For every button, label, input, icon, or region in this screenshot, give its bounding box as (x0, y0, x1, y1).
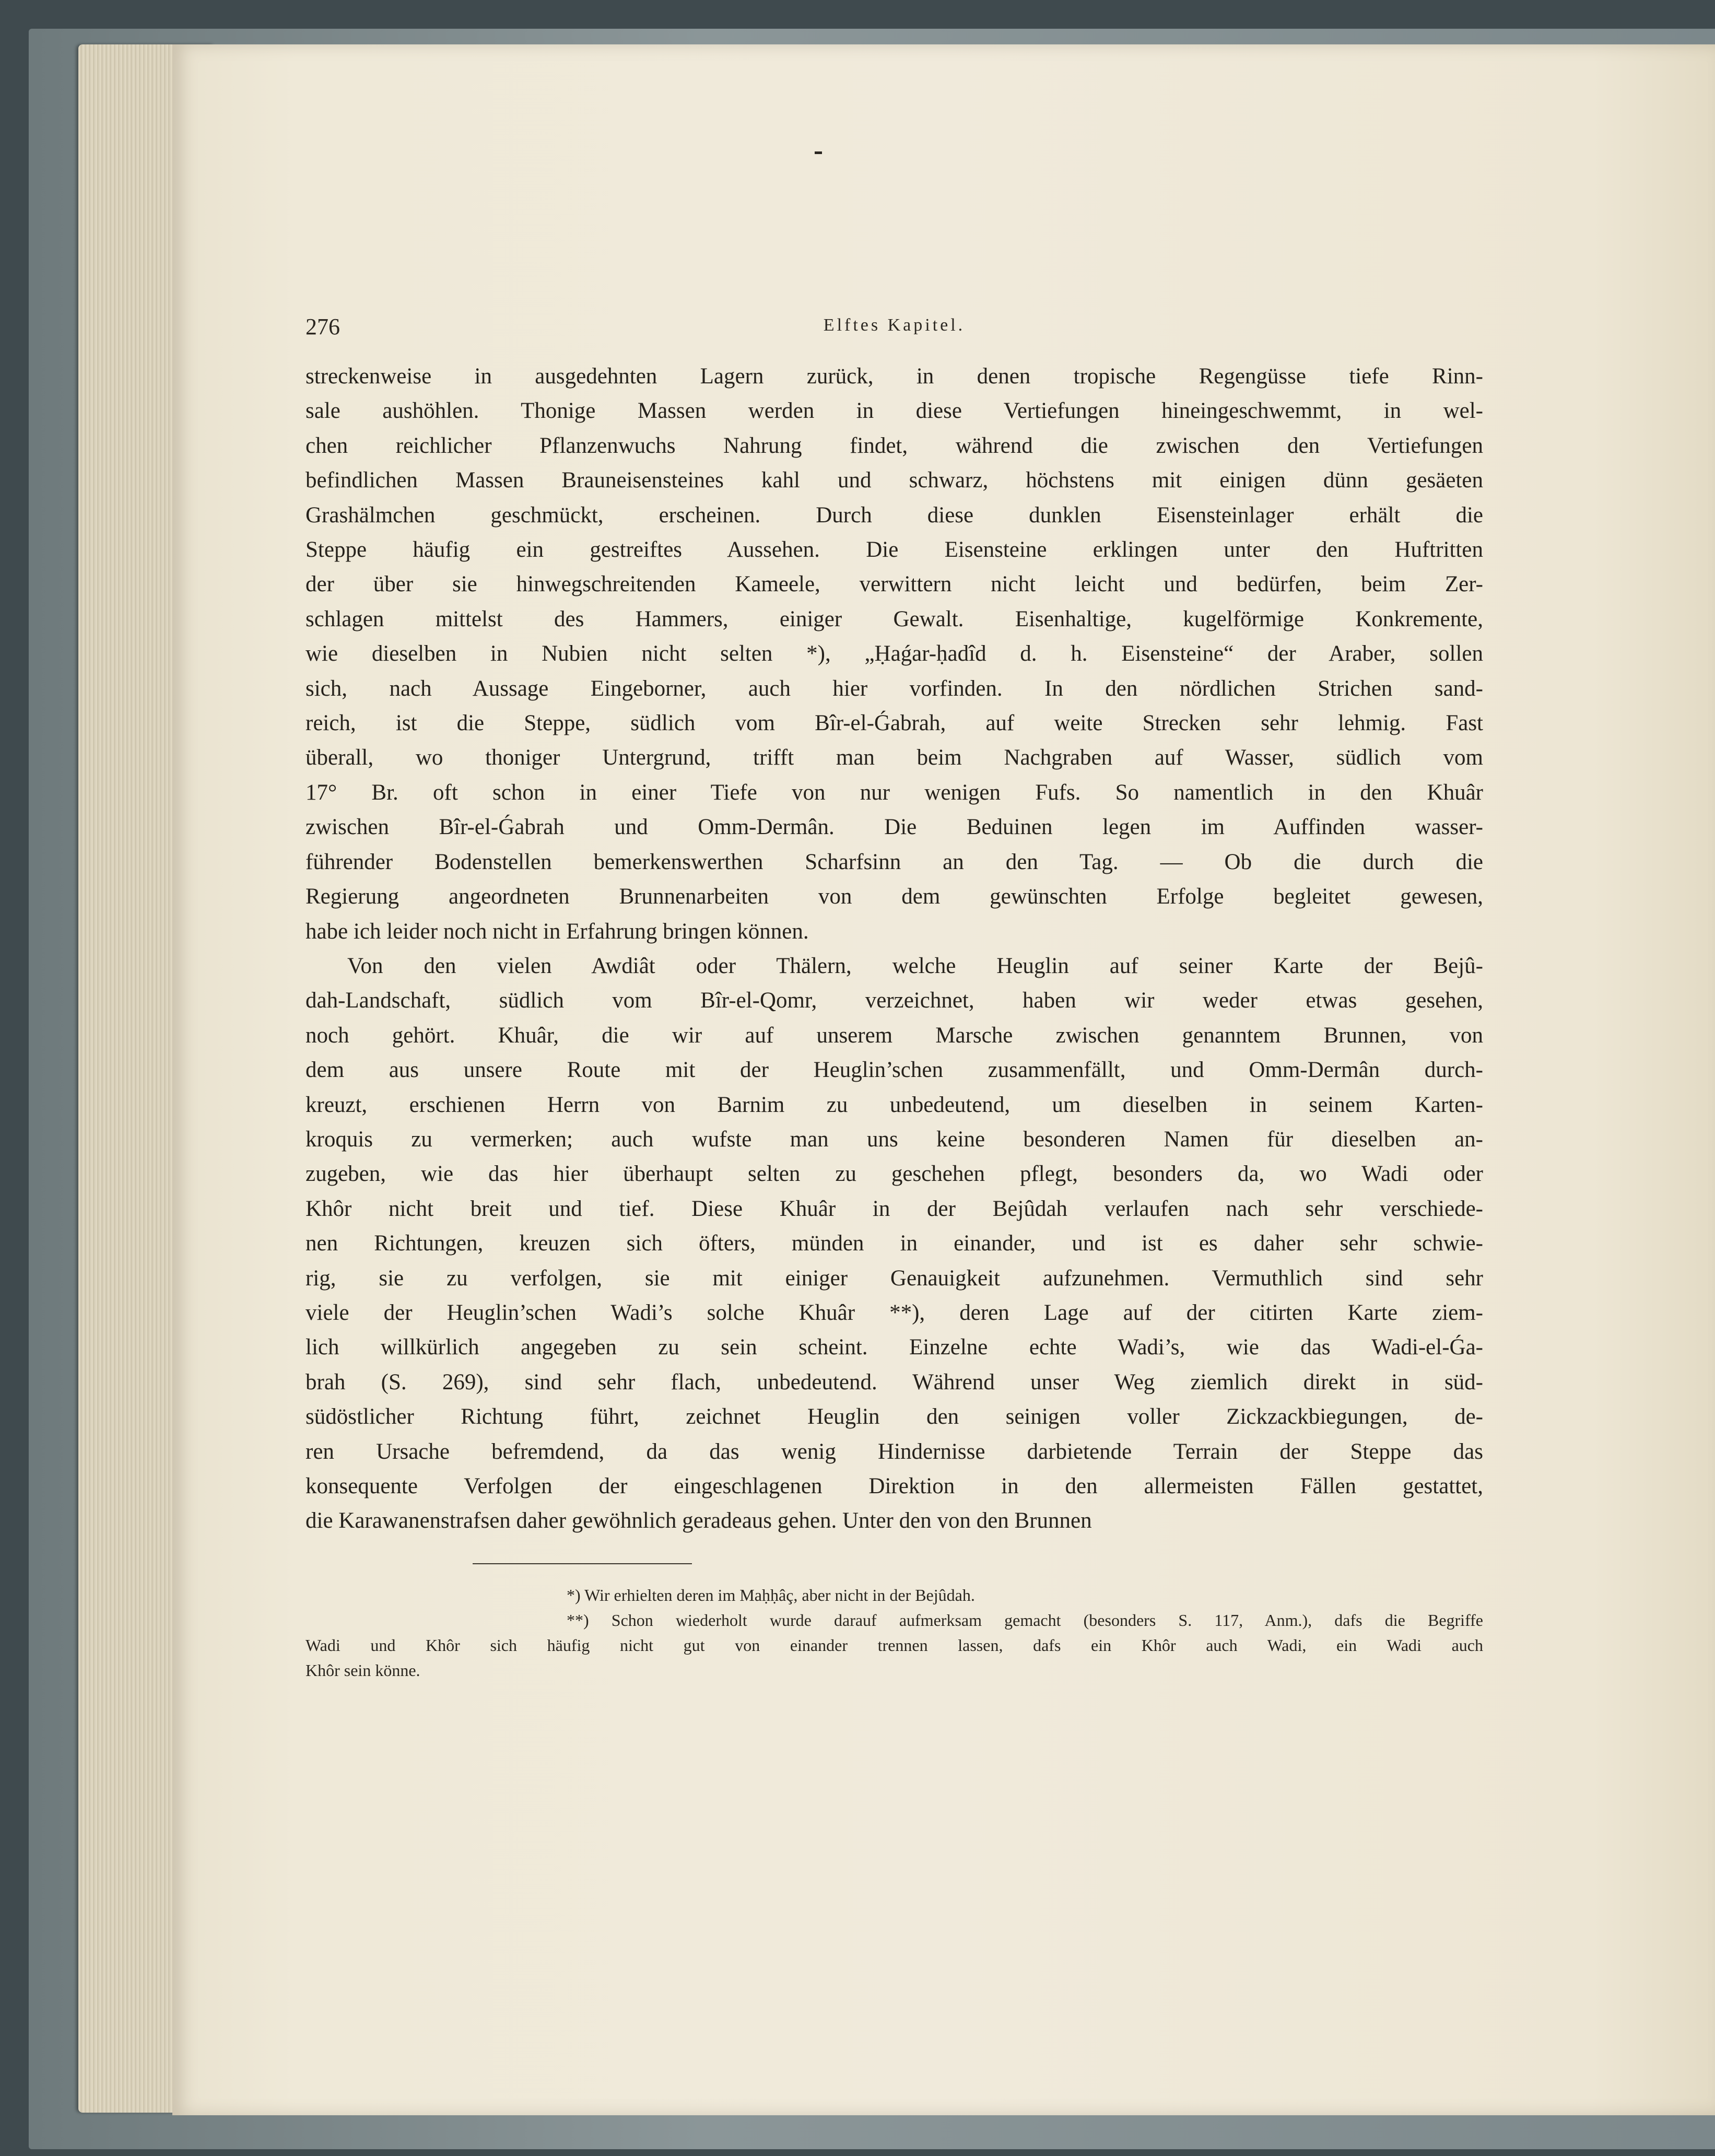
text-line: befindlichen Massen Brauneisensteines kahl und schwarz, höchstens mit einigen dünn gesäeten (306, 468, 1483, 493)
text-line: zugeben, wie das hier überhaupt selten zu geschehen pflegt, besonders da, wo Wadi oder (306, 1162, 1483, 1187)
text-line: streckenweise in ausgedehnten Lagern zurück, in denen tropische Regengüsse tiefe Rinn- (306, 364, 1483, 389)
text-line: 17° Br. oft schon in einer Tiefe von nur wenigen Fufs. So namentlich in den Khuâr (306, 780, 1483, 805)
paragraph (306, 949, 1483, 1539)
text-line: sale aushöhlen. Thonige Massen werden in diese Vertiefungen hineingeschwemmt, in wel- (306, 399, 1483, 424)
text-line: dah-Landschaft, südlich vom Bîr-el-Qomr, verzeichnet, haben wir weder etwas gesehen, (306, 988, 1483, 1013)
page-number: 276 (306, 314, 340, 339)
text-line: noch gehört. Khuâr, die wir auf unserem Marsche zwischen genanntem Brunnen, von (306, 1023, 1483, 1048)
text-line: rig, sie zu verfolgen, sie mit einiger Genauigkeit aufzunehmen. Vermuthlich sind sehr (306, 1266, 1483, 1291)
text-line: die Karawanenstrafsen daher gewöhnlich geradeaus gehen. Unter den von den Brunnen (306, 1508, 1092, 1533)
footnote-line: Wadi und Khôr sich häufig nicht gut von einander trennen lassen, dafs ein Khôr auch Wadi, ein Wadi auch (306, 1636, 1483, 1655)
text-line: Von den vielen Awdiât oder Thälern, welche Heuglin auf seiner Karte der Bejû- (347, 953, 1483, 978)
text-line: Regierung angeordneten Brunnenarbeiten von dem gewünschten Erfolge begleitet gewesen, (306, 884, 1483, 909)
footnote-line: **) Schon wiederholt wurde darauf aufmerksam gemacht (besonders S. 117, Anm.), dafs die Begriffe (567, 1611, 1483, 1630)
footnote (306, 1608, 1483, 1683)
text-line: südöstlicher Richtung führt, zeichnet Heuglin den seinigen voller Zickzackbiegungen, de- (306, 1404, 1483, 1429)
footnote (306, 1583, 1483, 1608)
text-line: führender Bodenstellen bemerkenswerthen Scharfsinn an den Tag. — Ob die durch die (306, 849, 1483, 874)
text-line: sich, nach Aussage Eingeborner, auch hier vorfinden. In den nördlichen Strichen sand- (306, 676, 1483, 701)
text-line: überall, wo thoniger Untergrund, trifft man beim Nachgraben auf Wasser, südlich vom (306, 745, 1483, 770)
page-header (306, 313, 1483, 345)
text-line: schlagen mittelst des Hammers, einiger Gewalt. Eisenhaltige, kugelförmige Konkremente, (306, 606, 1483, 631)
running-head: Elftes Kapitel. (823, 315, 966, 335)
text-line: ren Ursache befremdend, da das wenig Hindernisse darbietende Terrain der Steppe das (306, 1439, 1483, 1464)
print-mark (815, 151, 822, 154)
text-line: Steppe häufig ein gestreiftes Aussehen. Die Eisensteine erklingen unter den Huftritten (306, 537, 1483, 563)
footnote-line: Khôr sein könne. (306, 1661, 420, 1680)
text-line: kreuzt, erschienen Herrn von Barnim zu unbedeutend, um dieselben in seinem Karten- (306, 1092, 1483, 1117)
text-line: dem aus unsere Route mit der Heuglin’schen zusammenfällt, und Omm-Dermân durch- (306, 1058, 1483, 1083)
text-line: konsequente Verfolgen der eingeschlagenen Direktion in den allermeisten Fällen gestattet, (306, 1474, 1483, 1498)
text-line: der über sie hinwegschreitenden Kameele, verwittern nicht leicht und bedürfen, beim Zer- (306, 572, 1483, 597)
text-line: kroquis zu vermerken; auch wufste man uns keine besonderen Namen für dieselben an- (306, 1127, 1483, 1152)
text-line: habe ich leider noch nicht in Erfahrung bringen können. (306, 919, 809, 944)
text-line: reich, ist die Steppe, südlich vom Bîr-el-Ǵabrah, auf weite Strecken sehr lehmig. Fast (306, 711, 1483, 736)
text-line: wie dieselben in Nubien nicht selten *), „Ḥaǵar-ḥadîd d. h. Eisensteine“ der Araber, sollen (306, 641, 1483, 666)
body-text (306, 359, 1483, 1539)
text-line: viele der Heuglin’schen Wadi’s solche Khuâr **), deren Lage auf der citirten Karte ziem- (306, 1300, 1483, 1325)
text-line: nen Richtungen, kreuzen sich öfters, münden in einander, und ist es daher sehr schwie- (306, 1231, 1483, 1256)
footnote-rule (473, 1563, 692, 1564)
paragraph (306, 359, 1483, 949)
footnotes (306, 1583, 1483, 1683)
text-line: Khôr nicht breit und tief. Diese Khuâr in der Bejûdah verlaufen nach sehr verschiede- (306, 1196, 1483, 1221)
text-line: brah (S. 269), sind sehr flach, unbedeutend. Während unser Weg ziemlich direkt in süd- (306, 1369, 1483, 1395)
text-line: lich willkürlich angegeben zu sein scheint. Einzelne echte Wadi’s, wie das Wadi-el-Ǵa- (306, 1335, 1483, 1360)
footnote-line: *) Wir erhielten deren im Maḥḥâç, aber nicht in der Bejûdah. (567, 1586, 975, 1604)
text-line: chen reichlicher Pflanzenwuchs Nahrung findet, während die zwischen den Vertiefungen (306, 433, 1483, 458)
text-line: Grashälmchen geschmückt, erscheinen. Durch diese dunklen Eisensteinlager erhält die (306, 502, 1483, 528)
text-line: zwischen Bîr-el-Ǵabrah und Omm-Dermân. Die Beduinen legen im Auffinden wasser- (306, 815, 1483, 840)
